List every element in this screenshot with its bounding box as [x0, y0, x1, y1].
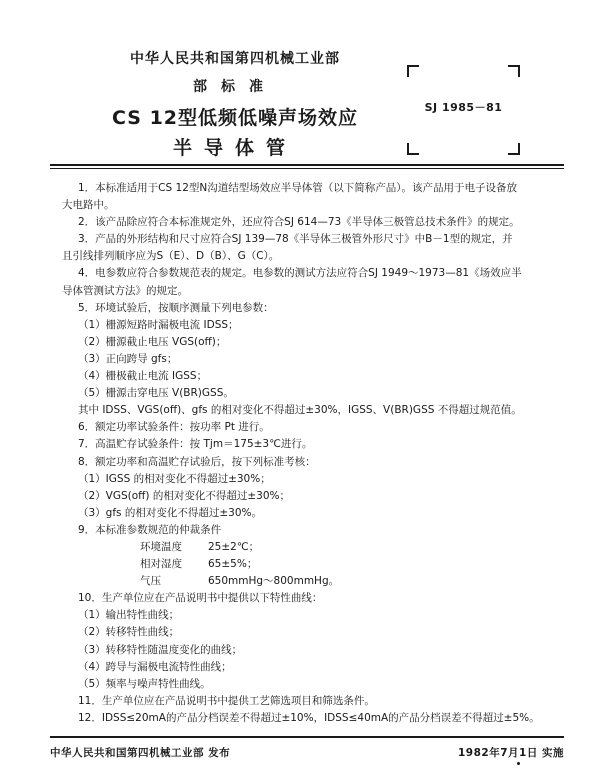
text-line: 且引线排列顺序应为S（E）、D（B）、G（C）。 [62, 250, 280, 263]
box-corner [407, 65, 419, 77]
condition-label: 相对湿度 [140, 558, 182, 571]
text-line: （2）转移特性曲线； [78, 626, 180, 639]
box-corner [508, 65, 520, 77]
condition-value: 25±2℃； [208, 540, 260, 553]
condition-label: 环境温度 [140, 540, 182, 553]
box-corner [407, 143, 419, 155]
footer-effective-date: 1982年7月1日 实施 [458, 747, 564, 759]
text-line: 导体管测试方法》的规定。 [62, 284, 188, 297]
footer-rule [50, 736, 564, 738]
text-line: 6．额定功率试验条件：按功率 Pt 进行。 [78, 421, 270, 434]
text-line: （3）正向跨导 gfs； [78, 352, 178, 365]
footer-issuer: 中华人民共和国第四机械工业部 发布 [50, 747, 231, 759]
document-subtitle: 半导体管 [172, 137, 297, 159]
ministry-name: 中华人民共和国第四机械工业部 [130, 51, 340, 67]
text-line: 9．本标准参数规范的仲裁条件 [78, 523, 222, 536]
text-line: 其中 IDSS、VGS(off)、gfs 的相对变化不得超过±30%，IGSS、V(BR)GSS 不得超过规范值。 [78, 404, 522, 417]
text-line: （4）栅极截止电流 IGSS； [78, 370, 208, 383]
text-line: （2）栅源截止电压 VGS(off)； [78, 335, 227, 348]
text-line: （3）转移特性随温度变化的曲线； [78, 643, 243, 656]
document-title: CS 12型低频低噪声场效应 [111, 107, 359, 129]
text-line: 7．高温贮存试验条件：按 Tjm＝175±3℃进行。 [78, 438, 313, 451]
text-line: （5）频率与噪声特性曲线。 [78, 677, 211, 690]
condition-row [62, 539, 562, 556]
condition-value: 65±5%； [208, 558, 258, 571]
condition-row [62, 556, 562, 573]
text-line: （1）输出特性曲线； [78, 609, 180, 622]
standard-number-box [407, 65, 520, 155]
text-line: 4．电参数应符合参数规范表的规定。电参数的测试方法应符合SJ 1949～1973—81《场效应半 [78, 267, 522, 280]
document-body [62, 180, 562, 727]
text-line: 8．额定功率和高温贮存试验后，按下列标准考核： [78, 455, 316, 468]
text-line: 大电路中。 [62, 199, 115, 212]
condition-value: 650mmHg～800mmHg。 [208, 575, 340, 588]
text-line: （3）gfs 的相对变化不得超过±30%。 [78, 506, 262, 519]
text-line: 10．生产单位应在产品说明书中提供以下特性曲线： [78, 592, 323, 605]
standard-type: 部标准 [193, 79, 277, 95]
text-line: 2．该产品除应符合本标准规定外，还应符合SJ 614—73《半导体三极管总技术条件》的规定。 [78, 216, 520, 229]
header-rule [50, 164, 564, 166]
box-corner [508, 143, 520, 155]
text-line: （1）IGSS 的相对变化不得超过±30%； [78, 472, 271, 485]
page-mark [517, 762, 520, 765]
standard-number: SJ 1985－81 [424, 101, 503, 114]
text-line: （2）VGS(off) 的相对变化不得超过±30%； [78, 489, 290, 502]
text-line: （4）跨导与漏极电流特性曲线； [78, 660, 232, 673]
text-line: 5．环境试验后，按顺序测量下列电参数： [78, 301, 274, 314]
text-line: 11．生产单位应在产品说明书中提供工艺筛选项目和筛选条件。 [78, 694, 375, 707]
header-rule-thin [50, 168, 564, 169]
text-line: 1．本标准适用于CS 12型N沟道结型场效应半导体管（以下简称产品）。该产品用于电子设备放 [78, 182, 517, 194]
text-line: 12．IDSS≤20mA的产品分档误差不得超过±10%，IDSS≤40mA的产品分档误差不得超过±5%。 [78, 711, 540, 724]
condition-label: 气压 [140, 575, 161, 588]
condition-row [62, 573, 562, 590]
text-line: 3．产品的外形结构和尺寸应符合SJ 139—78《半导体三极管外形尺寸》中B－1型的规定，并 [78, 233, 513, 246]
text-line: （1）栅源短路时漏极电流 IDSS； [78, 318, 239, 331]
text-line: （5）栅源击穿电压 V(BR)GSS。 [78, 387, 234, 400]
